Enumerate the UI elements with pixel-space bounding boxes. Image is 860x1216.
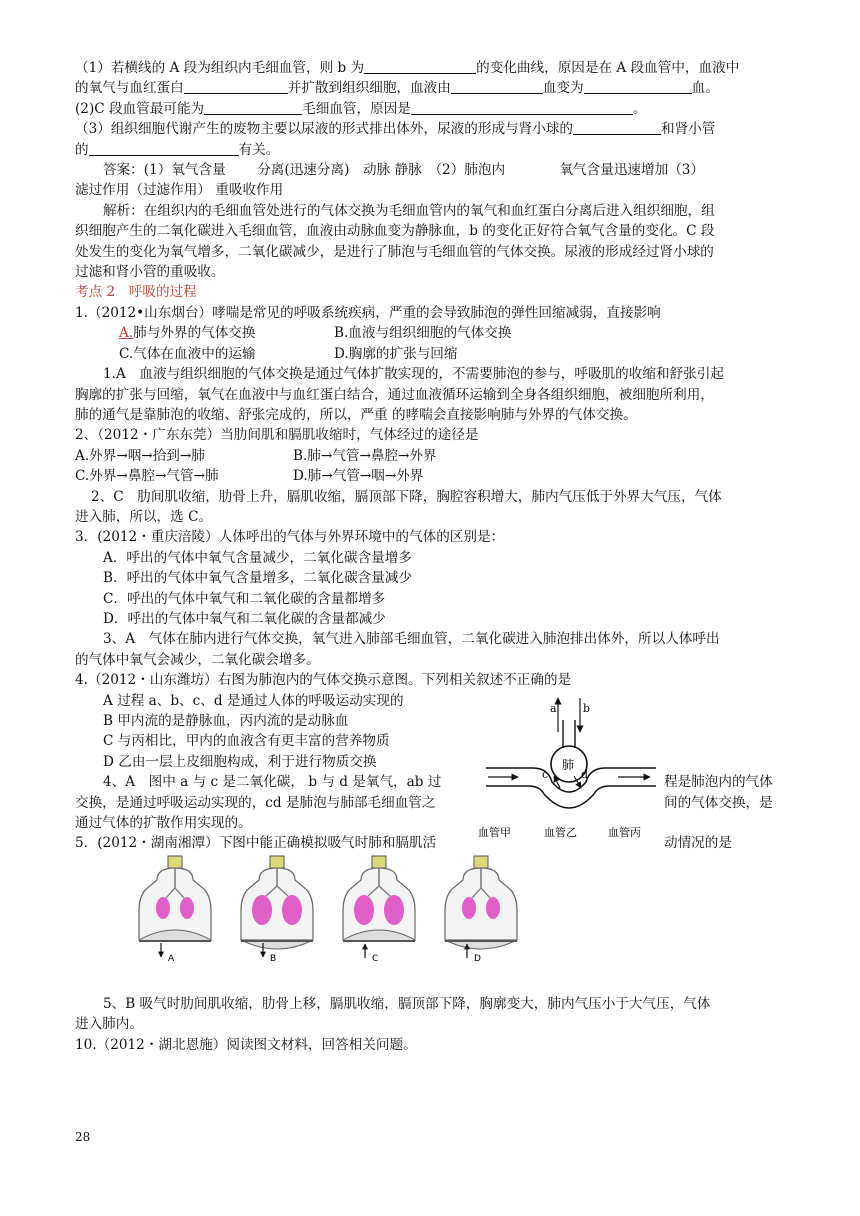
- answer-blank: [89, 141, 239, 156]
- q4-explanation-line2: 交换，是通过呼吸运动实现的，cd 是肺泡与肺部毛细血管之 间的气体交换，是: [75, 794, 773, 811]
- q2-option-a: A.外界→咽→拾到→肺: [75, 447, 205, 464]
- q-prev-explanation-line1: 解析：在组织内的毛细血管处进行的气体交换为毛细血管内的氧气和血红蛋白分离后进入组织细胞，组: [103, 202, 715, 219]
- q10-stem: 10.（2012・湖北恩施）阅读图文材料，回答相关问题。: [75, 1036, 417, 1053]
- q4-option-c: C 与丙相比，甲内的血液含有更丰富的营养物质: [103, 733, 390, 750]
- q1-explanation-line1: 1.A 血液与组织细胞的气体交换是通过气体扩散实现的，不需要肺泡的参与，呼吸肌的收缩和舒张引起: [103, 366, 724, 383]
- q3-explanation-line2: 的气体中氧气会减少，二氧化碳会增多。: [75, 651, 320, 668]
- q-prev-explanation-line4: 过滤和肾小管的重吸收。: [75, 264, 225, 281]
- q-prev-explanation-line2: 织细胞产生的二氧化碳进入毛细血管，血液由动脉血变为静脉血，b 的变化正好符合氧气含量的变化。C 段: [75, 223, 715, 240]
- q2-options-row2: [75, 466, 795, 486]
- q3-option-d: D．呼出的气体中氧气和二氧化碳的含量都减少: [103, 610, 386, 627]
- answer-blank: [573, 120, 661, 135]
- q3-option-a: A．呼出的气体中氧气含量减少，二氧化碳含量增多: [103, 549, 412, 566]
- q-prev-answer-line2: 滤过作用（过滤作用） 重吸收作用: [75, 182, 284, 199]
- bell-jar-d: [445, 856, 517, 964]
- q1-option-b: B.血液与组织细胞的气体交换: [334, 325, 512, 342]
- vessel-label-2: 血管乙: [544, 826, 577, 839]
- q3-stem: 3．(2012・重庆涪陵）人体呼出的气体与外界环境中的气体的区别是：: [75, 529, 505, 546]
- q1-option-a: 肺与外界的气体交换: [133, 325, 256, 342]
- q3-option-b: B．呼出的气体中氧气含量增多，二氧化碳含量减少: [103, 570, 413, 587]
- q4-explanation-line3: 通过气体的扩散作用实现的。: [75, 815, 252, 832]
- q2-option-b: B.肺→气管→鼻腔→外界: [293, 447, 437, 464]
- answer-blank: [204, 100, 302, 115]
- q-prev-answer-line1: 答案：(1）氧气含量 分离(迅速分离) 动脉 静脉 （2）肺泡内 氧气含量迅速增加（3）: [103, 162, 705, 179]
- jar-label-d: D: [474, 954, 481, 964]
- q1-explanation-line3: 肺的通气是靠肺泡的收缩、舒张完成的，所以，严重 的哮喘会直接影响肺与外界的气体交换。: [75, 406, 637, 423]
- q4-option-a: A 过程 a、b、c、d 是通过人体的呼吸运动实现的: [103, 692, 404, 709]
- label-d: d: [581, 768, 589, 781]
- q4-explanation-line1: 4、A 图中 a 与 c 是二氧化碳， b 与 d 是氧气，ab 过 程是肺泡内的气体: [103, 774, 773, 791]
- answer-blank: [584, 79, 692, 94]
- q2-explanation-line1: 2、C 肋间肌收缩，肋骨上升，膈肌收缩，膈顶部下降，胸腔容积增大，肺内气压低于外界大气压，气体: [91, 488, 722, 505]
- q-prev-line4: （3）组织细胞代谢产生的废物主要以尿液的形式排出体外，尿液的形成与肾小球的 和肾小管: [75, 121, 716, 138]
- q1-option-a-letter: A.: [119, 325, 134, 342]
- q3-explanation-line1: 3、A 气体在肺内进行气体交换，氧气进入肺部毛细血管，二氧化碳进入肺泡排出体外，所以人体呼出: [103, 631, 720, 648]
- q1-option-d: D.胸廓的扩张与回缩: [334, 345, 458, 362]
- q-prev-line5: 的 有关。: [75, 141, 280, 158]
- section-heading: 考点 2 呼吸的过程: [75, 284, 197, 301]
- q2-explanation-line2: 进入肺，所以，选 C。: [75, 508, 213, 525]
- page-number: 28: [75, 1130, 91, 1144]
- q1-option-c: C.气体在血液中的运输: [119, 345, 256, 362]
- q2-option-d: D.肺→气管→咽→外界: [293, 468, 424, 485]
- q4-option-d: D 乙由一层上皮细胞构成，利于进行物质交换: [103, 753, 377, 770]
- q4-option-b: B 甲内流的是静脉血，丙内流的是动脉血: [103, 713, 349, 729]
- jar-label-a: A: [168, 954, 175, 964]
- vessel-label-3: 血管丙: [608, 826, 641, 839]
- bell-jar-c: [343, 856, 415, 964]
- q5-explanation-line1: 5、B 吸气时肋间肌收缩，肋骨上移，膈肌收缩，膈顶部下降，胸廓变大，肺内气压小于大气压，气体: [103, 995, 711, 1012]
- q-prev-line1: （1）若横线的 A 段为组织内毛细血管，则 b 为 的变化曲线，原因是在 A 段血管中，血液中: [75, 60, 740, 76]
- q3-option-c: C．呼出的气体中氧气和二氧化碳的含量都增多: [103, 590, 386, 607]
- q4-stem: 4.（2012・山东潍坊）右图为肺泡内的气体交换示意图。下列相关叙述不正确的是: [75, 672, 572, 689]
- q5-stem: 5．(2012・湖南湘潭）下图中能正确模拟吸气时肺和膈肌活 动情况的是: [75, 835, 732, 852]
- q2-option-c: C.外界→鼻腔→气管→肺: [75, 468, 219, 485]
- label-a: a: [550, 702, 557, 715]
- q1-stem: 1.（2012•山东烟台）哮喘是常见的呼吸系统疾病，严重的会导致肺泡的弹性回缩减弱，直接影响: [75, 304, 661, 321]
- answer-blank: [411, 100, 633, 115]
- q1-options-row1: [75, 323, 795, 343]
- answer-blank: [364, 59, 476, 74]
- label-c: c: [542, 768, 549, 781]
- q-prev-line3: (2)C 段血管最可能为 毛细血管，原因是 。: [75, 100, 647, 117]
- bell-jar-a: [139, 856, 211, 964]
- label-b: b: [583, 702, 591, 715]
- q1-options-row2: [75, 344, 795, 364]
- bell-jar-models: [125, 850, 565, 970]
- q-prev-line2: 的氧气与血红蛋白 并扩散到组织细胞，血液由 血变为 血。: [75, 80, 719, 97]
- lung-label: 肺: [562, 758, 575, 772]
- jar-label-b: B: [270, 954, 277, 964]
- q5-explanation-line2: 进入肺内。: [75, 1016, 143, 1033]
- q1-explanation-line2: 胸廓的扩张与回缩，氧气在血液中与血红蛋白结合，通过血液循环运输到全身各组织细胞，被细胞所利用，: [75, 386, 714, 403]
- bell-jar-b: [241, 856, 313, 964]
- q2-options-row1: [75, 446, 795, 466]
- alveolus-diagram: [478, 690, 663, 840]
- answer-blank: [451, 79, 543, 94]
- q2-stem: 2、（2012・广东东莞）当肋间肌和膈肌收缩时，气体经过的途径是: [75, 427, 479, 444]
- vessel-label-1: 血管甲: [478, 826, 511, 839]
- q-prev-explanation-line3: 处发生的变化为氧气增多，二氧化碳减少，是进行了肺泡与毛细血管的气体交换。尿液的形成经过肾小球的: [75, 243, 714, 260]
- capillary-lower-wall: [486, 786, 656, 808]
- answer-blank: [184, 79, 288, 94]
- jar-label-c: C: [372, 954, 379, 964]
